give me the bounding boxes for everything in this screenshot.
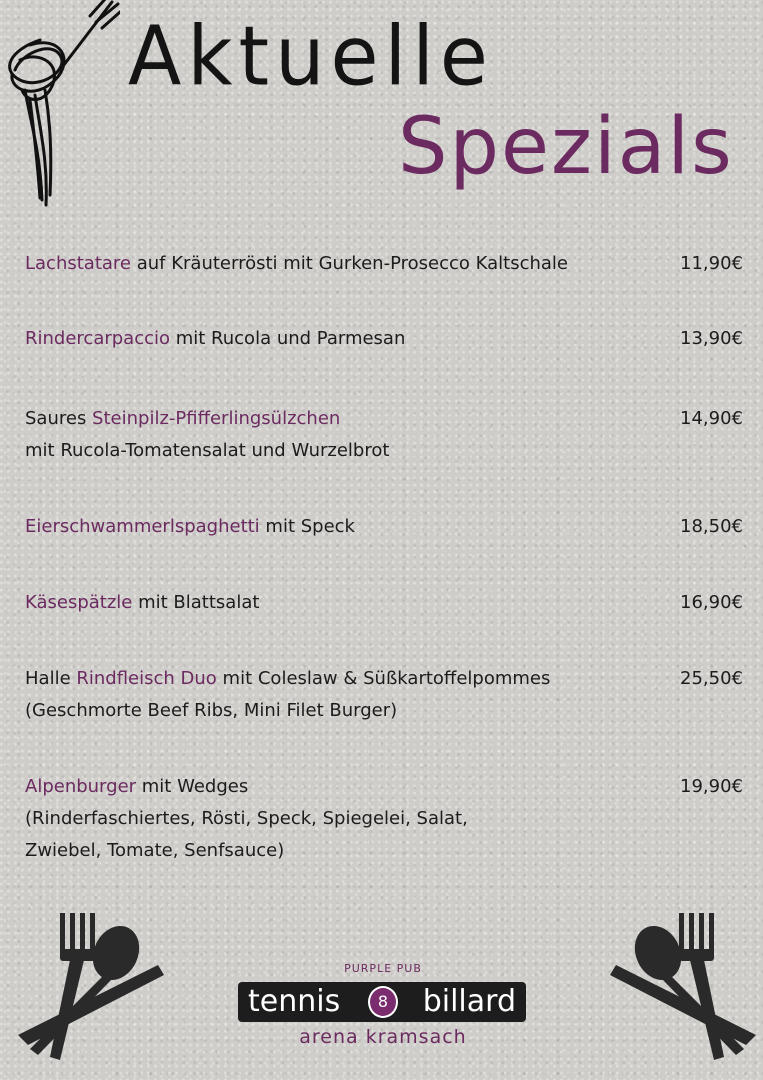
billiard-ball-icon	[368, 986, 398, 1018]
menu-item-price: 11,90€	[680, 253, 743, 274]
billiard-ball-number: 8	[377, 992, 389, 1011]
menu-item-description: Zwiebel, Tomate, Senfsauce)	[25, 840, 285, 861]
logo-word-tennis: tennis	[248, 984, 341, 1019]
menu-item	[25, 587, 743, 619]
dish-text: mit Coleslaw & Süßkartoffelpommes	[216, 668, 551, 689]
menu-item-title	[25, 323, 743, 355]
dish-name: Rindfleisch Duo	[76, 668, 217, 689]
dish-text: Halle	[25, 668, 77, 689]
dish-name: Alpenburger	[25, 776, 137, 797]
menu-item-title	[25, 511, 743, 543]
logo-location: arena kramsach	[299, 1026, 467, 1048]
dish-text: auf Kräuterrösti mit Gurken-Prosecco Kaltschale	[131, 253, 568, 274]
menu-item-description: mit Rucola-Tomatensalat und Wurzelbrot	[25, 440, 390, 461]
dish-name: Eierschwammerlspaghetti	[25, 516, 260, 537]
menu-item-description: (Geschmorte Beef Ribs, Mini Filet Burger)	[25, 700, 398, 721]
logo-bar	[238, 982, 526, 1022]
dish-name: Rindercarpaccio	[25, 328, 171, 349]
logo	[238, 962, 528, 1052]
dish-text: mit Speck	[259, 516, 355, 537]
dish-text: mit Rucola und Parmesan	[170, 328, 406, 349]
dish-text: mit Wedges	[136, 776, 249, 797]
menu-item-description: (Rinderfaschiertes, Rösti, Speck, Spiegelei, Salat,	[25, 808, 468, 829]
dish-name: Steinpilz-Pfifferlingsülzchen	[92, 408, 341, 429]
menu-item	[25, 663, 743, 727]
cutlery-icon	[8, 905, 178, 1065]
menu-item	[25, 403, 743, 467]
logo-word-billard: billard	[422, 984, 516, 1019]
dish-text: mit Blattsalat	[132, 592, 260, 613]
dish-text: Saures	[25, 408, 93, 429]
menu-item-title	[25, 403, 743, 435]
menu-item-price: 25,50€	[680, 668, 743, 689]
menu-item-title	[25, 663, 743, 695]
page-subtitle: Spezials	[398, 102, 734, 192]
menu-item-price: 16,90€	[680, 592, 743, 613]
menu-item-price: 19,90€	[680, 776, 743, 797]
menu-item-title	[25, 587, 743, 619]
dish-name: Lachstatare	[25, 253, 131, 274]
menu-item	[25, 511, 743, 543]
page-title: Aktuelle	[128, 9, 494, 105]
menu-item-price: 13,90€	[680, 328, 743, 349]
menu-item-title	[25, 771, 743, 803]
cutlery-icon	[596, 905, 763, 1065]
menu-item	[25, 248, 743, 280]
menu-item-price: 18,50€	[680, 516, 743, 537]
menu-item-title	[25, 248, 743, 280]
spaghetti-fork-icon	[0, 0, 120, 210]
dish-name: Käsespätzle	[25, 592, 133, 613]
menu-item	[25, 771, 743, 867]
menu-item	[25, 323, 743, 355]
logo-tagline: PURPLE PUB	[344, 962, 422, 975]
menu-item-price: 14,90€	[680, 408, 743, 429]
